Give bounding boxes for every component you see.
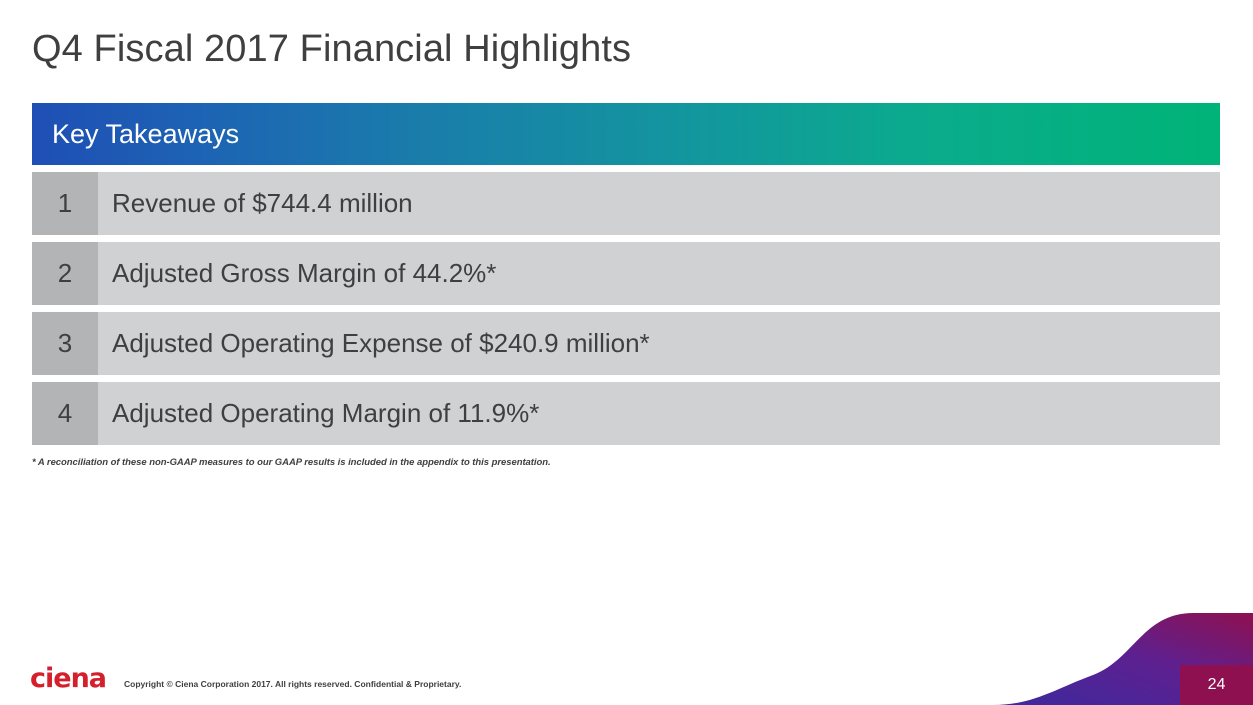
- row-number: 4: [32, 382, 98, 445]
- footnote: * A reconciliation of these non-GAAP measures to our GAAP results is included in the appendix to this presentation.: [32, 457, 551, 468]
- row-number: 3: [32, 312, 98, 375]
- copyright-text: Copyright © Ciena Corporation 2017. All rights reserved. Confidential & Proprietary.: [124, 679, 462, 689]
- row-text: Revenue of $744.4 million: [112, 188, 413, 218]
- table-header: [32, 103, 1220, 165]
- table-row: [32, 242, 1220, 305]
- page-number-badge: 24: [1180, 665, 1253, 705]
- table-row: [32, 382, 1220, 445]
- page-title: Q4 Fiscal 2017 Financial Highlights: [32, 28, 632, 70]
- logo-text: ciena: [30, 663, 107, 694]
- ciena-logo: [30, 663, 115, 694]
- table-row: [32, 312, 1220, 375]
- row-text: Adjusted Operating Margin of 11.9%*: [112, 398, 540, 428]
- key-takeaways-table: [32, 103, 1220, 445]
- row-text: Adjusted Operating Expense of $240.9 million*: [112, 328, 650, 358]
- table-header-label: Key Takeaways: [52, 118, 240, 149]
- row-number: 2: [32, 242, 98, 305]
- table-row: [32, 172, 1220, 235]
- row-number: 1: [32, 172, 98, 235]
- row-text: Adjusted Gross Margin of 44.2%*: [112, 258, 497, 288]
